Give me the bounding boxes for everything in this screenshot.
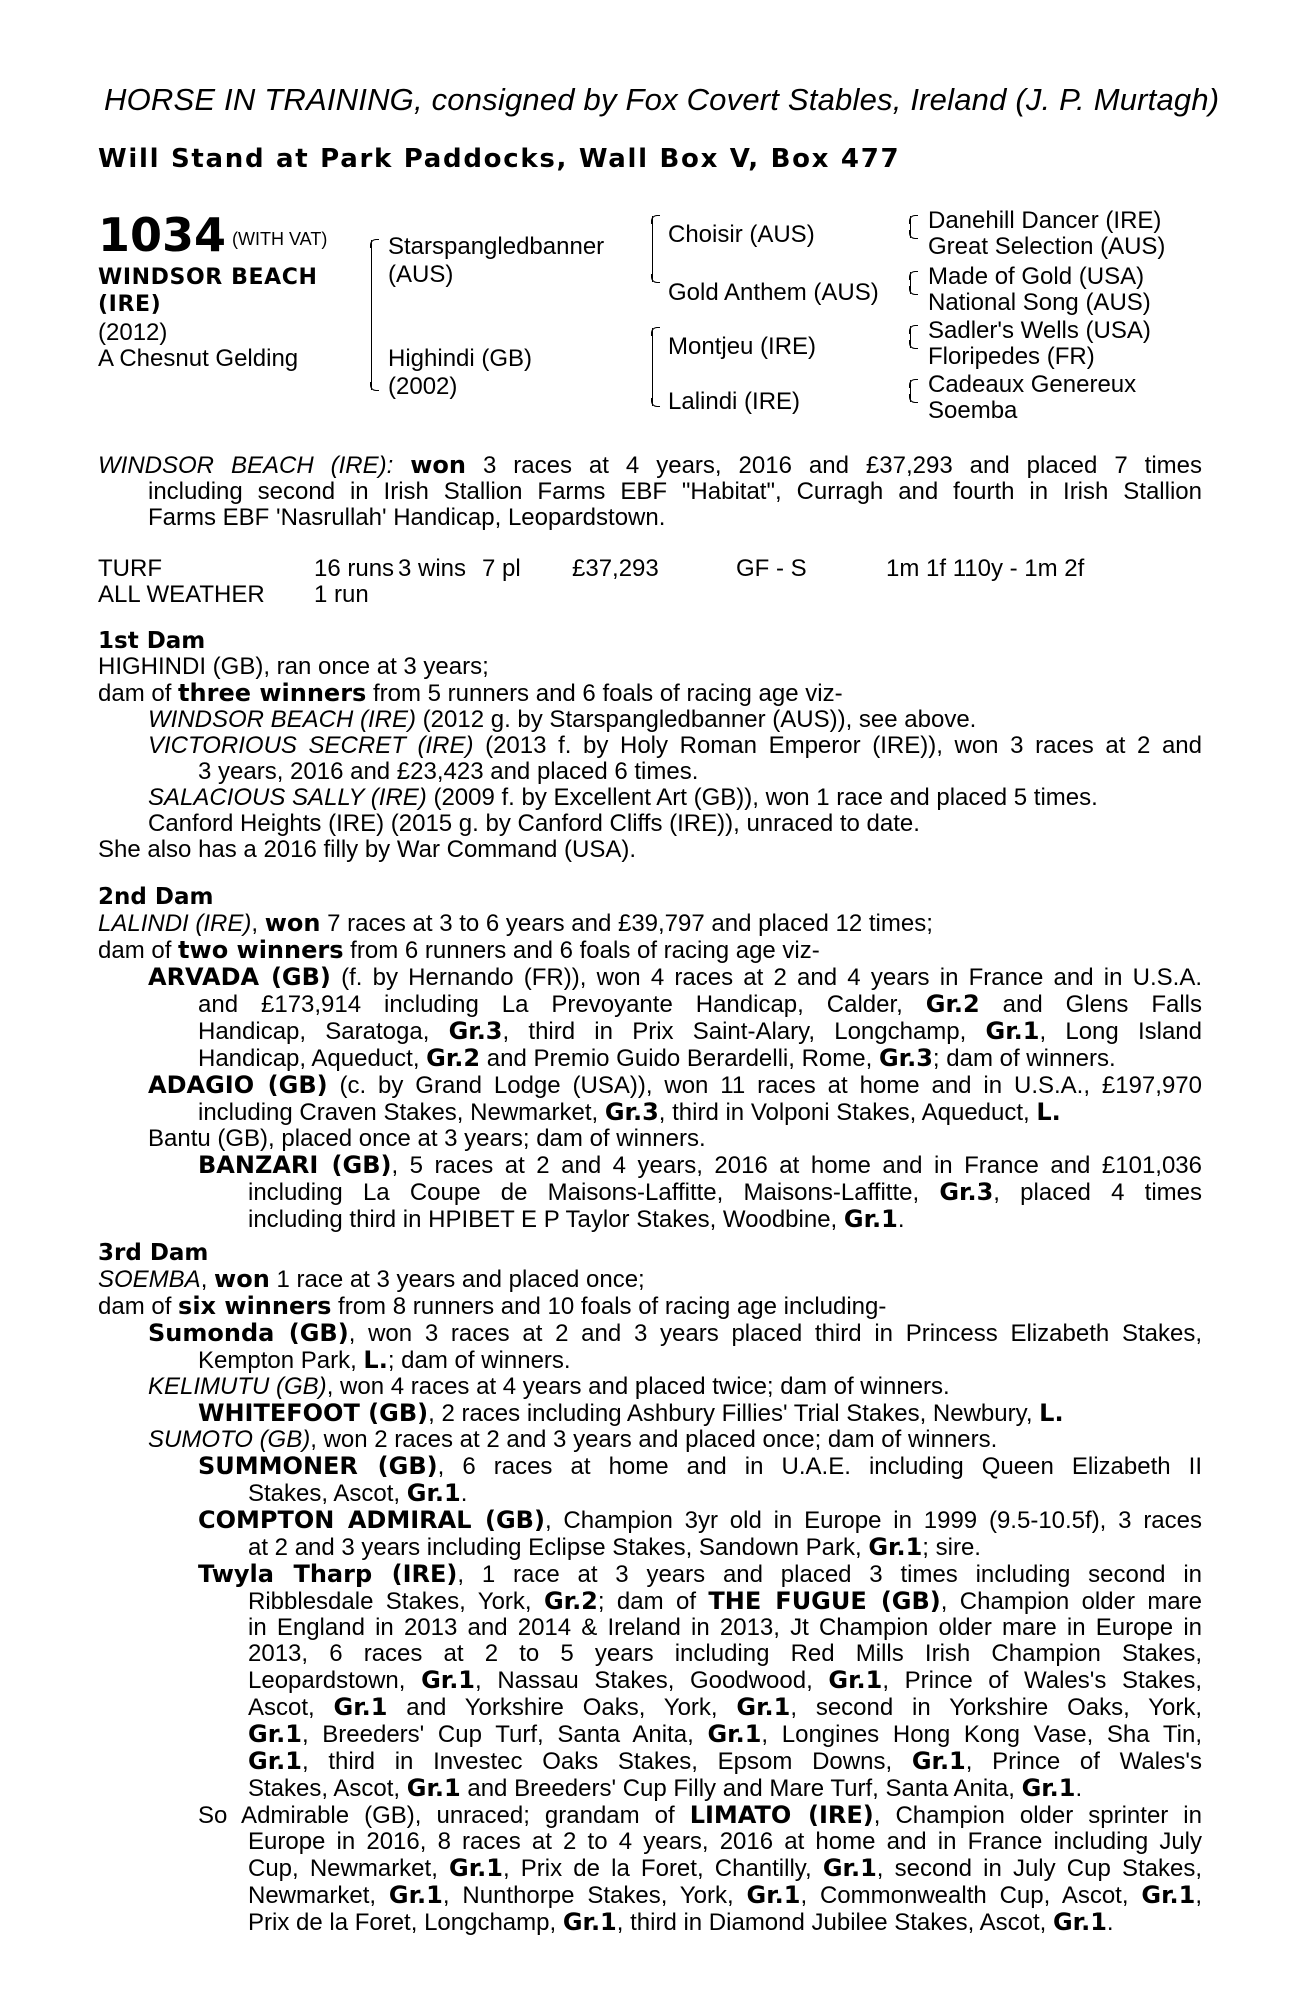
record-distance: 1m 1f 110y - 1m 2f bbox=[886, 555, 1085, 582]
text: , Champion older sprinter in bbox=[873, 1802, 1202, 1829]
race-summary bbox=[98, 452, 1202, 531]
sire-dam: Gold Anthem (AUS) bbox=[668, 279, 879, 306]
section-title: 3rd Dam bbox=[98, 1240, 209, 1266]
horse-ref: ARVADA (GB) bbox=[148, 963, 331, 991]
dss: Sadler's Wells (USA) bbox=[928, 317, 1151, 344]
text: including Craven Stakes, Newmarket, bbox=[198, 1099, 605, 1126]
horse-year: (2012) bbox=[98, 319, 168, 346]
won-label: won bbox=[410, 451, 466, 479]
first-dam-section bbox=[98, 628, 1202, 863]
text: , Champion 3yr old in Europe in 1999 (9.5-10.5f), 3 races bbox=[544, 1507, 1203, 1534]
winners-count: three winners bbox=[178, 679, 367, 707]
won-label: won bbox=[264, 909, 321, 937]
grade: L. bbox=[363, 1346, 388, 1374]
text: and Premio Guido Berardelli, Rome, bbox=[480, 1045, 879, 1072]
pedigree-brace-dam bbox=[652, 328, 653, 406]
progeny-line bbox=[98, 1152, 1202, 1179]
vat-note: (WITH VAT) bbox=[232, 229, 328, 249]
text: from 6 runners and 6 foals of racing age viz- bbox=[343, 937, 820, 964]
text: (2013 f. by Holy Roman Emperor (IRE)), won 3 races at 2 and bbox=[473, 732, 1203, 759]
progeny-line bbox=[98, 1320, 1202, 1347]
text: Prix de la Foret, Longchamp, bbox=[248, 1909, 563, 1936]
text: , 5 races at 2 and 4 years, 2016 at home and in France and £101,036 bbox=[391, 1152, 1203, 1179]
section-title: 2nd Dam bbox=[98, 884, 214, 910]
text: , Longines Hong Kong Vase, Sha Tin, bbox=[761, 1721, 1202, 1748]
text: . bbox=[897, 1206, 905, 1233]
grade: Gr.1 bbox=[248, 1747, 302, 1775]
text: , won 2 races at 2 and 3 years and placed once; dam of winners. bbox=[310, 1426, 998, 1453]
text: , third in Investec Oaks Stakes, Epsom Downs, bbox=[301, 1748, 912, 1775]
progeny-line: in England in 2013 and 2014 & Ireland in 2013, Jt Champion older mare in Europe in bbox=[248, 1614, 1202, 1641]
dam-line bbox=[98, 1266, 1202, 1293]
text: 3 races at 4 years, 2016 and £37,293 and placed 7 times bbox=[466, 452, 1202, 479]
text: , Prince of Wales's bbox=[965, 1748, 1202, 1775]
text: , third in Volponi Stakes, Aqueduct, bbox=[658, 1099, 1037, 1126]
winners-count: two winners bbox=[178, 936, 344, 964]
progeny-line: Bantu (GB), placed once at 3 years; dam of winners. bbox=[148, 1125, 706, 1152]
progeny-line bbox=[98, 1507, 1202, 1534]
dam-name: Highindi (GB) bbox=[388, 345, 533, 372]
grade: Gr.1 bbox=[1141, 1881, 1196, 1909]
grade: L. bbox=[1039, 1399, 1064, 1427]
progeny-line bbox=[98, 1400, 1202, 1427]
text: ; dam of winners. bbox=[932, 1045, 1116, 1072]
progeny-line bbox=[98, 1374, 1202, 1400]
text: from 8 runners and 10 foals of racing age including- bbox=[331, 1293, 887, 1320]
grade: Gr.1 bbox=[746, 1881, 801, 1909]
section-title: 1st Dam bbox=[98, 628, 206, 654]
progeny-line bbox=[98, 991, 1202, 1018]
text: (f. by Hernando (FR)), won 4 races at 2 and 4 years in France and in U.S.A. bbox=[330, 964, 1202, 991]
grade: Gr.1 bbox=[406, 1774, 461, 1802]
grade: Gr.1 bbox=[843, 1205, 898, 1233]
progeny-line bbox=[98, 1882, 1202, 1909]
grade: Gr.1 bbox=[822, 1854, 877, 1882]
lot-number: 1034 bbox=[98, 208, 227, 262]
grade: Gr.1 bbox=[1052, 1908, 1107, 1936]
winners-count: six winners bbox=[178, 1292, 332, 1320]
text: 1 race at 3 years and placed once; bbox=[269, 1266, 645, 1293]
progeny-line bbox=[98, 785, 1202, 811]
horse-name-line1: WINDSOR BEACH bbox=[98, 265, 318, 290]
grade: Gr.2 bbox=[543, 1587, 598, 1615]
pedigree-brace-sd bbox=[910, 272, 911, 294]
grade: Gr.1 bbox=[828, 1666, 883, 1694]
text: , won 3 races at 2 and 3 years placed third in Princess Elizabeth Stakes, bbox=[348, 1320, 1202, 1347]
text: and Yorkshire Oaks, York, bbox=[387, 1694, 737, 1721]
record-surface: ALL WEATHER bbox=[98, 581, 265, 608]
dam-line bbox=[98, 937, 1202, 964]
progeny-line bbox=[98, 1179, 1202, 1206]
horse-description: A Chesnut Gelding bbox=[98, 345, 299, 372]
text: . bbox=[460, 1480, 468, 1507]
record-runs: 16 runs bbox=[314, 555, 395, 582]
race-record-table bbox=[98, 556, 1084, 608]
progeny-line: 2013, 6 races at 2 to 5 years including Red Mills Irish Champion Stakes, bbox=[248, 1640, 1202, 1667]
text: Stakes, Ascot, bbox=[248, 1480, 407, 1507]
dds: Cadeaux Genereux bbox=[928, 371, 1137, 398]
grade: Gr.1 bbox=[1021, 1774, 1076, 1802]
second-dam-section bbox=[98, 884, 1202, 1233]
progeny-line bbox=[98, 1045, 1202, 1072]
text: , Long Island bbox=[1039, 1018, 1202, 1045]
text: and Breeders' Cup Filly and Mare Turf, Santa Anita, bbox=[460, 1775, 1022, 1802]
progeny-line bbox=[98, 1721, 1202, 1748]
text: , won 4 races at 4 years and placed twice; dam of winners. bbox=[326, 1373, 950, 1400]
text: , Nassau Stakes, Goodwood, bbox=[475, 1667, 829, 1694]
stable-location: Will Stand at Park Paddocks, Wall Box V, Box 477 bbox=[98, 144, 901, 174]
grade: Gr.3 bbox=[939, 1178, 994, 1206]
text: (2012 g. by Starspangledbanner (AUS)), see above. bbox=[416, 706, 977, 733]
horse-ref: SUMOTO (GB) bbox=[148, 1426, 311, 1453]
horse-ref: SALACIOUS SALLY (IRE) bbox=[148, 784, 427, 811]
progeny-line: 3 years, 2016 and £23,423 and placed 6 times. bbox=[198, 758, 699, 785]
grade: Gr.3 bbox=[448, 1017, 503, 1045]
grade: Gr.1 bbox=[406, 1479, 461, 1507]
horse-ref: COMPTON ADMIRAL (GB) bbox=[198, 1506, 545, 1534]
pedigree-brace-sire bbox=[652, 216, 653, 282]
horse-name bbox=[98, 264, 317, 318]
grade: Gr.1 bbox=[736, 1693, 791, 1721]
record-wins: 3 wins bbox=[398, 555, 467, 582]
text: Ribblesdale Stakes, York, bbox=[248, 1588, 544, 1615]
grade: Gr.1 bbox=[562, 1908, 617, 1936]
horse-ref: THE FUGUE (GB) bbox=[708, 1587, 941, 1615]
progeny-line bbox=[98, 733, 1202, 759]
progeny-line bbox=[98, 1018, 1202, 1045]
progeny-line bbox=[98, 1855, 1202, 1882]
grade: Gr.1 bbox=[421, 1666, 476, 1694]
grade: Gr.1 bbox=[333, 1693, 388, 1721]
progeny-line bbox=[98, 1748, 1202, 1775]
text: , Breeders' Cup Turf, Santa Anita, bbox=[301, 1721, 708, 1748]
progeny-line bbox=[98, 1694, 1202, 1721]
progeny-line bbox=[98, 1453, 1202, 1480]
progeny-line bbox=[98, 1802, 1202, 1829]
grade: Gr.2 bbox=[925, 990, 980, 1018]
text: Kempton Park, bbox=[198, 1347, 364, 1374]
table-row bbox=[98, 556, 1084, 582]
dam-line bbox=[98, 910, 1202, 937]
progeny-line bbox=[98, 1206, 1202, 1233]
summary-line bbox=[98, 452, 1202, 479]
text: , 2 races including Ashbury Fillies' Trial Stakes, Newbury, bbox=[428, 1400, 1040, 1427]
dsd: Floripedes (FR) bbox=[928, 343, 1095, 370]
horse-name-line2: (IRE) bbox=[98, 292, 162, 317]
horse-ref: SOEMBA bbox=[98, 1266, 201, 1293]
progeny-line bbox=[98, 1909, 1202, 1936]
horse-ref: VICTORIOUS SECRET (IRE) bbox=[148, 732, 474, 759]
horse-ref: LIMATO (IRE) bbox=[689, 1801, 874, 1829]
text: , second in July Cup Stakes, bbox=[876, 1855, 1203, 1882]
text: . bbox=[1106, 1909, 1114, 1936]
progeny-line bbox=[98, 1561, 1202, 1588]
progeny-line bbox=[98, 707, 1202, 733]
text: Stakes, Ascot, bbox=[248, 1775, 407, 1802]
progeny-line bbox=[98, 1588, 1202, 1615]
progeny-line bbox=[98, 1427, 1202, 1453]
horse-ref: Twyla Tharp (IRE) bbox=[198, 1560, 458, 1588]
summary-line: including second in Irish Stallion Farms EBF "Habitat", Curragh and fourth in Irish Stallion bbox=[148, 478, 1202, 505]
dam-dam: Lalindi (IRE) bbox=[668, 388, 801, 415]
text: from 5 runners and 6 foals of racing age viz- bbox=[366, 680, 843, 707]
text: 7 races at 3 to 6 years and £39,797 and placed 12 times; bbox=[320, 910, 933, 937]
text: Ascot, bbox=[248, 1694, 334, 1721]
dam-line bbox=[98, 680, 1202, 707]
progeny-line: Canford Heights (IRE) (2015 g. by Canford Cliffs (IRE)), unraced to date. bbox=[148, 810, 920, 837]
text: (c. by Grand Lodge (USA)), won 11 races at home and in U.S.A., £197,970 bbox=[327, 1072, 1202, 1099]
horse-ref: KELIMUTU (GB) bbox=[148, 1373, 327, 1400]
horse-ref: ADAGIO (GB) bbox=[148, 1071, 328, 1099]
progeny-line bbox=[98, 1099, 1202, 1126]
won-label: won bbox=[214, 1265, 270, 1293]
record-placed: 7 pl bbox=[482, 555, 521, 582]
text: dam of bbox=[98, 937, 179, 964]
consignor-line: HORSE IN TRAINING, consigned by Fox Covert Stables, Ireland (J. P. Murtagh) bbox=[104, 82, 1220, 117]
grade: Gr.1 bbox=[388, 1881, 443, 1909]
text: Leopardstown, bbox=[248, 1667, 422, 1694]
progeny-line bbox=[98, 1667, 1202, 1694]
text: Cup, Newmarket, bbox=[248, 1855, 450, 1882]
horse-ref: SUMMONER (GB) bbox=[198, 1452, 438, 1480]
record-surface: TURF bbox=[98, 555, 162, 582]
record-going: GF - S bbox=[736, 555, 807, 582]
text: and £173,914 including La Prevoyante Handicap, Calder, bbox=[198, 991, 926, 1018]
text: , bbox=[1195, 1882, 1202, 1909]
progeny-line bbox=[98, 1480, 1202, 1507]
text: , bbox=[200, 1266, 215, 1293]
text: including third in HPIBET E P Taylor Stakes, Woodbine, bbox=[248, 1206, 844, 1233]
horse-ref: WINDSOR BEACH (IRE) bbox=[148, 706, 417, 733]
text: Handicap, Aqueduct, bbox=[198, 1045, 427, 1072]
grade: Gr.1 bbox=[449, 1854, 503, 1882]
text: , bbox=[251, 910, 265, 937]
progeny-line bbox=[98, 1347, 1202, 1374]
text: ; dam of winners. bbox=[387, 1347, 571, 1374]
sss: Danehill Dancer (IRE) bbox=[928, 207, 1162, 234]
grade: Gr.1 bbox=[707, 1720, 762, 1748]
sire-country: (AUS) bbox=[388, 261, 454, 288]
text: , third in Diamond Jubilee Stakes, Ascot, bbox=[616, 1909, 1053, 1936]
text: including La Coupe de Maisons-Laffitte, Maisons-Laffitte, bbox=[248, 1179, 940, 1206]
text: , Commonwealth Cup, Ascot, bbox=[800, 1882, 1142, 1909]
progeny-line bbox=[98, 1775, 1202, 1802]
text: , Prince of Wales's Stakes, bbox=[882, 1667, 1203, 1694]
dam-line: She also has a 2016 filly by War Command (USA). bbox=[98, 836, 636, 863]
lot-number-line bbox=[98, 210, 327, 260]
text: , placed 4 times bbox=[993, 1179, 1202, 1206]
grade: Gr.1 bbox=[868, 1533, 923, 1561]
pedigree-brace-gen1 bbox=[371, 240, 372, 390]
text: : bbox=[386, 452, 411, 479]
summary-line: Farms EBF 'Nasrullah' Handicap, Leopardstown. bbox=[148, 504, 666, 531]
grade: Gr.3 bbox=[604, 1098, 659, 1126]
horse-ref: Sumonda (GB) bbox=[148, 1319, 349, 1347]
text: , 6 races at home and in U.A.E. including Queen Elizabeth II bbox=[437, 1453, 1202, 1480]
horse-ref: LALINDI (IRE) bbox=[98, 910, 252, 937]
grade: Gr.1 bbox=[985, 1017, 1040, 1045]
text: , 1 race at 3 years and placed 3 times including second in bbox=[457, 1561, 1203, 1588]
grade: Gr.2 bbox=[426, 1044, 481, 1072]
sire-name: Starspangledbanner bbox=[388, 233, 605, 260]
dam-line: HIGHINDI (GB), ran once at 3 years; bbox=[98, 653, 489, 680]
text: , Prix de la Foret, Chantilly, bbox=[502, 1855, 823, 1882]
text: (2009 f. by Excellent Art (GB)), won 1 race and placed 5 times. bbox=[426, 784, 1098, 811]
text: , third in Prix Saint-Alary, Longchamp, bbox=[502, 1018, 986, 1045]
text: dam of bbox=[98, 1293, 179, 1320]
pedigree-brace-dd bbox=[910, 380, 911, 402]
ddd: Soemba bbox=[928, 397, 1018, 424]
progeny-line: Europe in 2016, 8 races at 2 to 4 years, 2016 at home and in France including July bbox=[248, 1828, 1202, 1855]
horse-ref: WINDSOR BEACH (IRE) bbox=[98, 452, 387, 479]
sire-sire: Choisir (AUS) bbox=[668, 221, 815, 248]
record-earnings: £37,293 bbox=[572, 555, 659, 582]
text: dam of bbox=[98, 680, 179, 707]
text: Handicap, Saratoga, bbox=[198, 1018, 449, 1045]
text: . bbox=[1075, 1775, 1083, 1802]
pedigree-brace-ds bbox=[910, 326, 911, 348]
sds: Made of Gold (USA) bbox=[928, 263, 1145, 290]
record-runs: 1 run bbox=[314, 581, 369, 608]
table-row bbox=[98, 582, 1084, 608]
text: , Champion older mare bbox=[940, 1588, 1202, 1615]
text: at 2 and 3 years including Eclipse Stakes, Sandown Park, bbox=[248, 1534, 869, 1561]
horse-ref: BANZARI (GB) bbox=[198, 1151, 392, 1179]
text: , Nunthorpe Stakes, York, bbox=[442, 1882, 747, 1909]
progeny-line bbox=[98, 1072, 1202, 1099]
text: and Glens Falls bbox=[979, 991, 1202, 1018]
ssd: Great Selection (AUS) bbox=[928, 233, 1166, 260]
text: Newmarket, bbox=[248, 1882, 389, 1909]
dam-year: (2002) bbox=[388, 373, 458, 400]
sdd: National Song (AUS) bbox=[928, 289, 1151, 316]
progeny-line bbox=[98, 964, 1202, 991]
grade: Gr.1 bbox=[911, 1747, 966, 1775]
dam-sire: Montjeu (IRE) bbox=[668, 333, 817, 360]
grade: L. bbox=[1036, 1098, 1061, 1126]
grade: Gr.1 bbox=[248, 1720, 302, 1748]
progeny-line bbox=[98, 1534, 1202, 1561]
third-dam-section bbox=[98, 1240, 1202, 1936]
dam-line bbox=[98, 1293, 1202, 1320]
text: So Admirable (GB), unraced; grandam of bbox=[198, 1802, 690, 1829]
pedigree-brace-ss bbox=[910, 216, 911, 238]
text: ; dam of bbox=[597, 1588, 709, 1615]
text: ; sire. bbox=[922, 1534, 981, 1561]
text: , second in Yorkshire Oaks, York, bbox=[790, 1694, 1202, 1721]
grade: Gr.3 bbox=[878, 1044, 933, 1072]
horse-ref: WHITEFOOT (GB) bbox=[198, 1399, 429, 1427]
